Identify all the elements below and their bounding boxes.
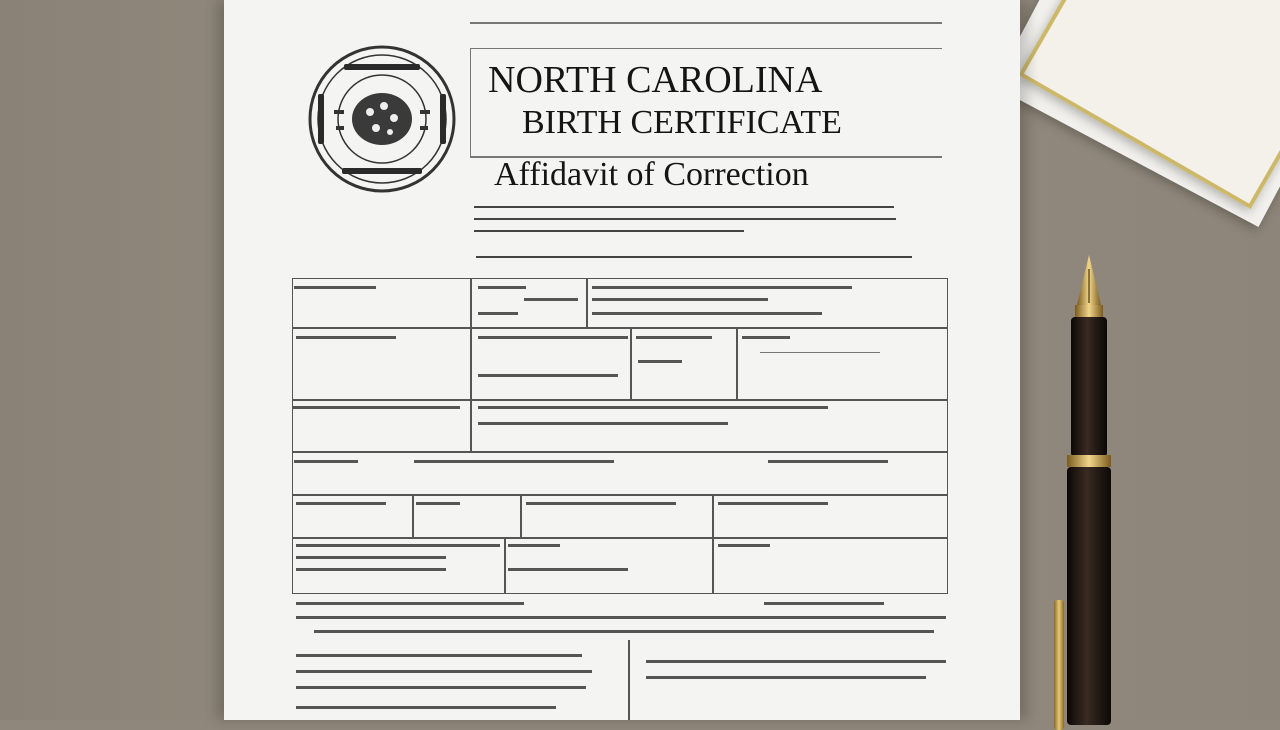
fine-print-line: [474, 230, 744, 232]
field-label: [478, 406, 828, 409]
fine-print-line: [314, 630, 934, 633]
field-label: [592, 312, 822, 315]
title-affidavit: Affidavit of Correction: [494, 156, 809, 193]
field-label: [294, 286, 376, 289]
fine-print-line: [646, 660, 946, 663]
form-divider: [630, 328, 632, 400]
field-label: [718, 544, 770, 547]
field-label: [508, 544, 560, 547]
form-divider: [470, 278, 472, 328]
fine-print-line: [296, 616, 946, 619]
title-rule: [470, 48, 471, 156]
fine-print-line: [296, 670, 592, 673]
field-label: [414, 460, 614, 463]
fine-print-line: [296, 602, 524, 605]
form-divider: [586, 278, 588, 328]
form-divider: [712, 538, 714, 594]
field-label: [478, 336, 628, 339]
field-label: [478, 374, 618, 377]
field-label: [478, 422, 728, 425]
official-seal-icon: [304, 44, 460, 194]
form-row-4: [292, 452, 948, 496]
title-rule: [470, 48, 942, 49]
fine-print-line: [296, 686, 586, 689]
form-divider: [628, 640, 630, 720]
fine-print-line: [476, 256, 912, 258]
field-label: [296, 336, 396, 339]
field-label: [742, 336, 790, 339]
fine-print-line: [646, 676, 926, 679]
field-label: [292, 406, 460, 409]
field-label: [416, 502, 460, 505]
field-label: [592, 286, 852, 289]
field-label: [296, 544, 500, 547]
form-row-5: [292, 494, 948, 538]
field-label: [636, 336, 712, 339]
field-label: [508, 568, 628, 571]
field-label: [718, 502, 828, 505]
field-label: [592, 298, 768, 301]
field-label: [638, 360, 682, 363]
field-label: [478, 286, 526, 289]
form-divider: [520, 494, 522, 538]
title-state: NORTH CAROLINA: [488, 59, 823, 101]
title-document-type: BIRTH CERTIFICATE: [522, 104, 842, 141]
field-label: [296, 556, 446, 559]
field-label: [524, 298, 578, 301]
fine-print-line: [474, 206, 894, 208]
form-divider: [736, 328, 738, 400]
fine-print-line: [474, 218, 896, 220]
field-label: [294, 460, 358, 463]
fine-print-line: [296, 706, 556, 709]
fine-print-line: [296, 654, 582, 657]
second-pen-icon: [1054, 600, 1064, 730]
fine-print-line: [764, 602, 884, 605]
field-label: [768, 460, 888, 463]
fountain-pen-icon: [1063, 255, 1115, 725]
form-divider: [412, 494, 414, 538]
form-divider: [504, 538, 506, 594]
field-label: [478, 312, 518, 315]
field-label: [296, 568, 446, 571]
field-line: [760, 352, 880, 353]
form-divider: [712, 494, 714, 538]
certificate-paper: [224, 0, 1020, 720]
field-label: [526, 502, 676, 505]
field-label: [296, 502, 386, 505]
